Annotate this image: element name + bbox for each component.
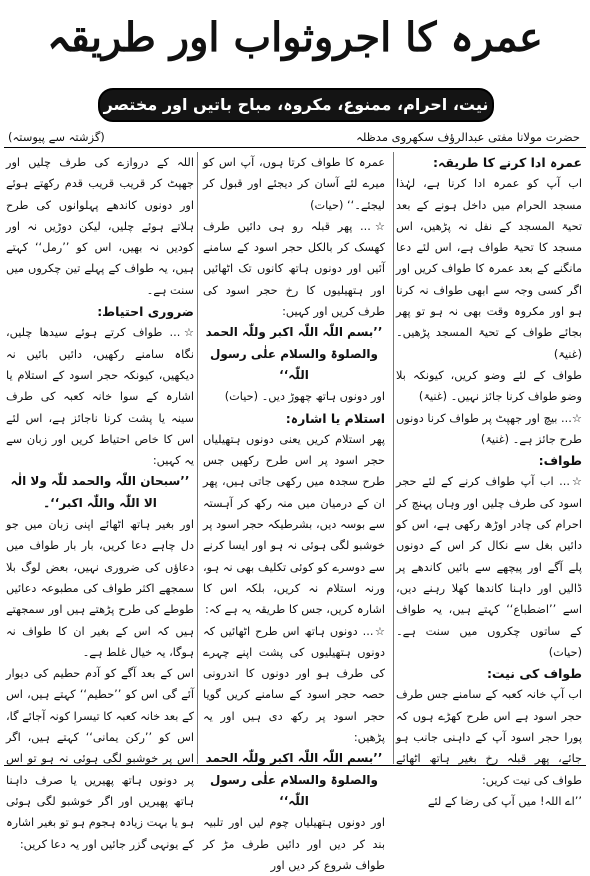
paragraph: پھر استلام کریں یعنی دونوں ہتھیلیاں حجر اسود پر اس طرح رکھیں جس طرح سجدہ میں رکھی جاتی ہیں، پھر ان کے درمیان میں منہ رکھ کر آہستہ سے بوسہ دیں، بشرطیکہ حجر اسود پر خوشبو لگی ہوئی نہ ہو اور ایسا کرنے سے دوسرے کو کوئی تکلیف بھی نہ ہو، ورنہ استلام نہ کریں، بلکہ اس کا اشارہ کریں، جس کا طریقہ یہ ہے کہ: — [203, 432, 385, 617]
section-heading: استلام یا اشارہ: — [285, 410, 385, 426]
paragraph: اور دونوں ہاتھ چھوڑ دیں۔ (حیات) — [224, 390, 385, 404]
paragraph: عمرہ کا طواف کرتا ہوں، آپ اس کو میرے لئے آسان کر دیجئے اور قبول کر لیجئے۔‘‘ (حیات) — [203, 156, 385, 212]
author-line: حضرت مولانا مفتی عبدالرؤف سکھروی مدظلہ — [356, 130, 580, 144]
paragraph: ☆... اب آپ طواف کرنے کے لئے حجر اسود کی طرف چلیں اور وہاں پہنچ کر احرام کی چادر اوڑھ رکھی ہے، اس کو دائیں بغل سے نکال کر اس کے دونوں پلے آگے اور پیچھے سے بائیں کاندھے پر ڈالیں اور داہنا کاندھا کھلا رہنے دیں، اسے ’’اضطباع‘‘ کہتے ہیں، یہ طواف کے ساتوں چکروں میں سنت ہے۔ (حیات) — [396, 475, 582, 659]
continued-note: (گزشتہ سے پیوستہ) — [8, 130, 105, 144]
paragraph: ☆... طواف کرتے ہوئے سیدھا چلیں، نگاہ سامنے رکھیں، دائیں بائیں نہ دیکھیں، کیونکہ حجر اسود کے استلام یا اشارہ کے سوا خانہ کعبہ کی طرف سینہ یا پشت کرنا ناجائز ہے، اس لئے اس کا خاص احتیاط کریں اور زبان سے یہ کہیں: — [6, 326, 194, 468]
paragraph: ☆... پھر قبلہ رو ہی دائیں طرف کھسک کر بالکل حجر اسود کے سامنے آئیں اور دونوں ہاتھ کانوں تک اٹھائیں اور ہتھیلیوں کا رخ حجر اسود کی طرف کریں اور کہیں: — [203, 219, 385, 319]
section-heading: طواف: — [538, 453, 582, 469]
column-middle — [203, 152, 385, 872]
dua-line: ’’بسم اللّٰہ اللّٰہ اکبر وللّٰہ الحمد — [205, 751, 383, 766]
dua-line: الا اللّٰہ واللّٰہ اکبر‘‘۔ — [43, 495, 157, 510]
dua-line: ’’سبحان اللّٰہ والحمد للّٰہ ولا الٰہ — [10, 474, 190, 489]
paragraph: اس کے بعد آگے کو آدم حطیم کی دیوار آئے گی اس کو ’’حطیم‘‘ کہتے ہیں، اس کے بعد خانہ کعبہ کا تیسرا کونہ آجائے گا، اس کو ’’رکن یمانی‘‘ کہتے ہیں، اگر اس پر خوشبو لگی ہوئی نہ ہو تو اس پر دونوں ہاتھ پھیریں یا صرف داہنا ہاتھ پھیریں اور اگر خوشبو لگی ہوئی ہو یا بہت زیادہ ہجوم ہو تو بغیر اشارہ کے یونہی گزر جائیں اور یہ دعا کریں: — [6, 667, 194, 851]
paragraph: ☆... بیچ اور جھپٹ پر طواف کرنا دونوں طرح جائز ہے۔ (غنیۃ) — [396, 411, 582, 446]
paragraph: اب آپ خانہ کعبہ کے سامنے جس طرف حجر اسود ہے اس طرح کھڑے ہوں کہ پورا حجر اسود آپ کے داہنی جانب ہو جائے، پھر قبلہ رخ بغیر ہاتھ اٹھائے طواف کی نیت کریں: — [396, 688, 582, 787]
subtitle-banner: نیت، احرام، ممنوع، مکروہ، مباح باتیں اور مختصر معمولات — [98, 88, 494, 122]
paragraph: اللہ کے دروازے کی طرف چلیں اور جھپٹ کر قریب قریب قدم رکھتے ہوئے اور دونوں کاندھے پہلوانوں کی طرح ہلاتے ہوئے چلیں، لیکن دوڑیں نہ اور کودیں نہ بھیں، اس کو ’’رمل‘‘ کہتے ہیں، یہ طواف کے پہلے تین چکروں میں سنت ہے۔ — [6, 156, 194, 297]
paragraph: اور بغیر ہاتھ اٹھائے اپنی زبان میں جو دل چاہے دعا کریں، بار بار طواف میں دعاؤں کی ضروری نہیں، بعض لوگ بلا سمجھے اکثر طواف کی مطبوعہ دعائیں طوطے کی طرح پڑھتے ہیں اور سمجھتے ہیں کہ اس کے بغیر ان کا طواف نہ ہوگا، یہ خیال غلط ہے۔ — [6, 518, 194, 659]
dua-line: ’’بسم اللّٰہ اللّٰہ اکبر وللّٰہ الحمد — [205, 325, 383, 340]
section-heading: ضروری احتیاط: — [97, 304, 194, 320]
page-title: عمرہ کا اجروثواب اور طریقہ — [47, 14, 543, 61]
column-divider-right — [393, 152, 394, 764]
header-divider — [4, 147, 586, 148]
paragraph: اور دونوں ہتھیلیاں چوم لیں اور تلبیہ بند کر دیں اور دائیں طرف مڑ کر طواف شروع کر دیں اور — [203, 816, 385, 872]
paragraph: طواف کے لئے وضو کریں، کیونکہ بلا وضو طواف کرنا جائز نہیں۔ (غنیۃ) — [396, 368, 582, 404]
column-left — [6, 152, 194, 851]
column-right — [396, 152, 582, 808]
paragraph: ☆... دونوں ہاتھ اس طرح اٹھائیں کہ دونوں ہتھیلیوں کی پشت اپنے چہرے کی طرف ہو اور دونوں کا اندرونی حصہ حجر اسود کے سامنے کریں گویا حجر اسود پر رکھ دی ہیں اور یہ پڑھیں: — [203, 624, 385, 745]
bottom-rule — [4, 765, 586, 766]
column-divider-left — [197, 152, 198, 764]
section-heading: طواف کی نیت: — [486, 666, 582, 682]
dua-line: والصلوۃ والسلام علٰی رسول اللّٰہ‘‘ — [210, 772, 378, 808]
section-heading: عمرہ ادا کرنے کا طریقہ: — [433, 155, 582, 170]
paragraph: اب آپ کو عمرہ ادا کرنا ہے، لہٰذا مسجد الحرام میں داخل ہونے کے بعد تحیۃ المسجد کے نفل نہ پڑھیں، اس مسجد کا تحیۃ طواف ہے، اس لئے دعا مانگنے کے بعد عمرہ کا طواف کریں اور اگر کسی وجہ سے ابھی طواف نہ کرنا ہو اور مکروہ وقت بھی نہ ہو تو پھر بجائے طواف کے تحیۃ المسجد پڑھیں۔ (غنیۃ) — [396, 177, 582, 361]
dua-line: والصلوۃ والسلام علٰی رسول اللّٰہ‘‘ — [210, 346, 378, 382]
paragraph: ’’اے اللہ! میں آپ کی رضا کے لئے — [427, 794, 582, 808]
